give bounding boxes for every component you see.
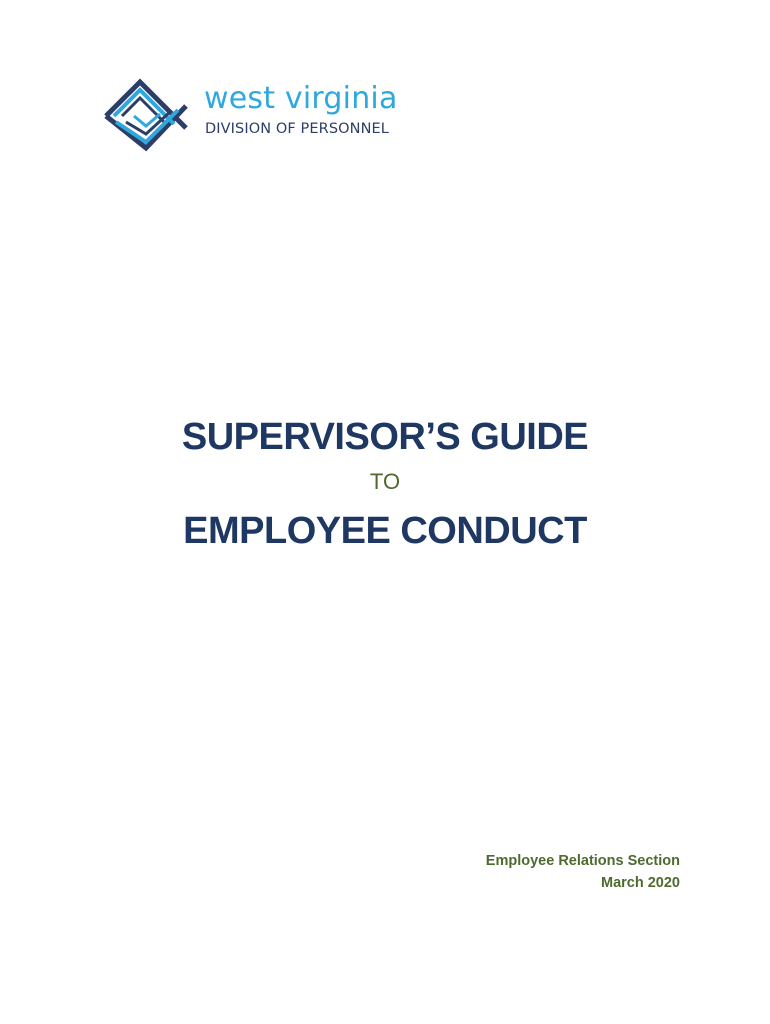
publication-date: March 2020 (601, 875, 680, 891)
logo-mark-icon (100, 76, 192, 152)
logo-subtitle: DIVISION OF PERSONNEL (205, 121, 389, 137)
document-title-line1: SUPERVISOR’S GUIDE (181, 416, 589, 458)
document-title-line3: EMPLOYEE CONDUCT (183, 510, 587, 552)
document-footer (486, 850, 680, 894)
section-name: Employee Relations Section (485, 853, 680, 869)
logo-wordmark: west virginia (204, 81, 398, 116)
document-title-connector: TO (369, 469, 401, 494)
agency-logo (100, 76, 400, 152)
